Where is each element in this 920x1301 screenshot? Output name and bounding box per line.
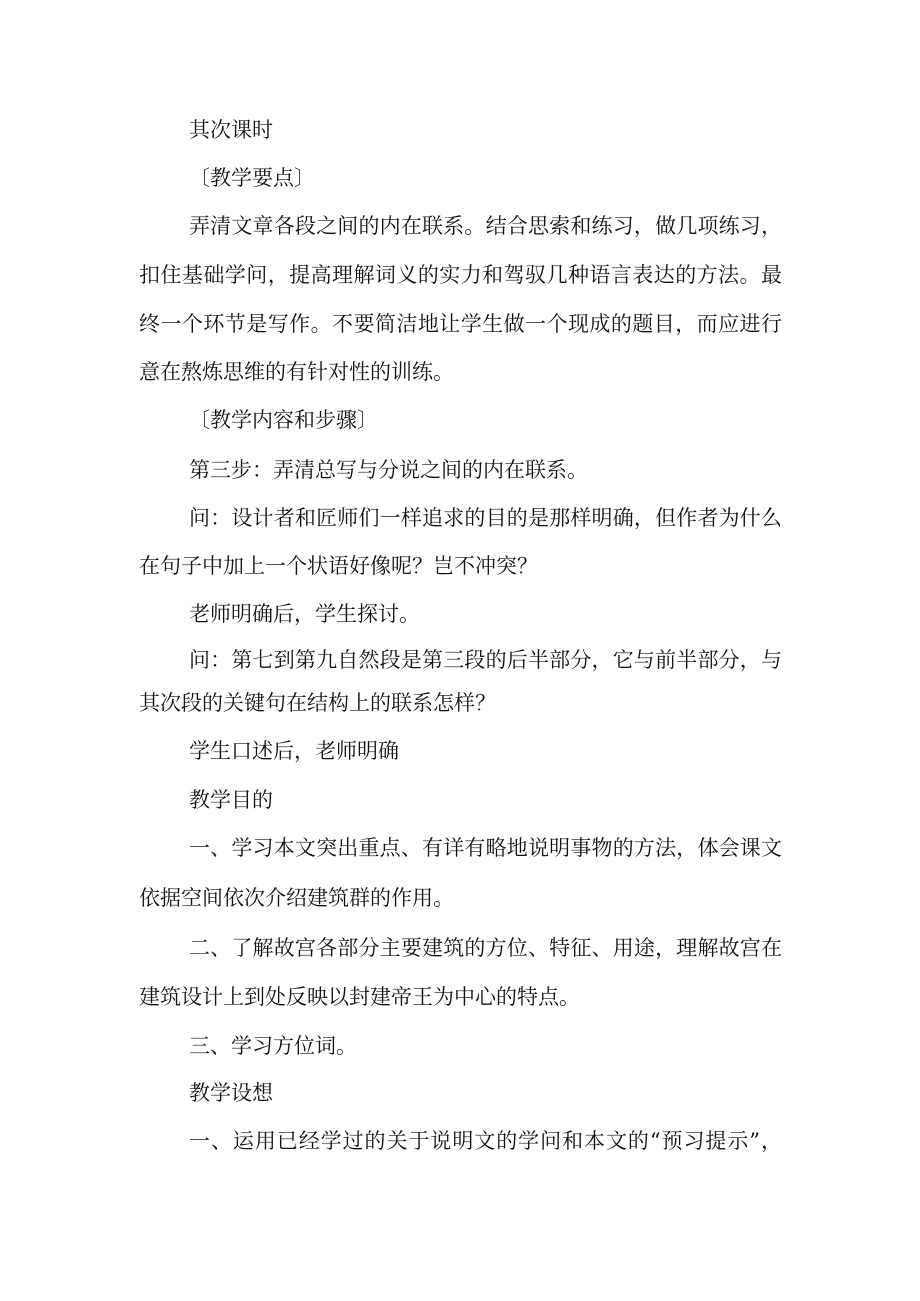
paragraph-line: 扣住基础学问，提高理解词义的实力和驾驭几种语言表达的方法。最: [139, 263, 782, 287]
paragraph-line: 依据空间依次介绍建筑群的作用。: [139, 886, 454, 910]
paragraph-line: 一、学习本文突出重点、有详有略地说明事物的方法，体会课文: [189, 836, 782, 860]
paragraph-line: 老师明确后，学生探讨。: [189, 602, 420, 626]
paragraph-line: 其次段的关键句在结构上的联系怎样？: [139, 691, 496, 715]
paragraph-line: 建筑设计上到处反映以封建帝王为中心的特点。: [139, 985, 580, 1009]
paragraph-line: 二、了解故宫各部分主要建筑的方位、特征、用途，理解故宫在: [189, 936, 782, 960]
paragraph-line: 第三步：弄清总写与分说之间的内在联系。: [189, 458, 588, 482]
content-steps-heading: 〔教学内容和步骤〕: [189, 408, 378, 432]
teaching-design-heading: 教学设想: [189, 1081, 273, 1105]
paragraph-line: 学生口述后，老师明确: [189, 739, 399, 763]
paragraph-line: 在句子中加上一个状语好像呢？岂不冲突？: [139, 554, 538, 578]
paragraph-line: 弄清文章各段之间的内在联系。结合思索和练习，做几项练习，: [189, 214, 782, 238]
paragraph-line: 问：第七到第九自然段是第三段的后半部分，它与前半部分，与: [189, 648, 782, 672]
paragraph-line: 问：设计者和匠师们一样追求的目的是那样明确，但作者为什么: [189, 506, 782, 530]
paragraph-line: 终一个环节是写作。不要简洁地让学生做一个现成的题目，而应进行: [139, 312, 782, 336]
paragraph-line: 三、学习方位词。: [189, 1034, 357, 1058]
section-heading: 其次课时: [189, 118, 273, 142]
teaching-goals-heading: 教学目的: [189, 788, 273, 812]
paragraph-line: 意在熬炼思维的有针对性的训练。: [139, 360, 454, 384]
paragraph-line: 一、运用已经学过的关于说明文的学问和本文的“预习提示”，: [189, 1129, 782, 1153]
teaching-points-heading: 〔教学要点〕: [189, 166, 315, 190]
